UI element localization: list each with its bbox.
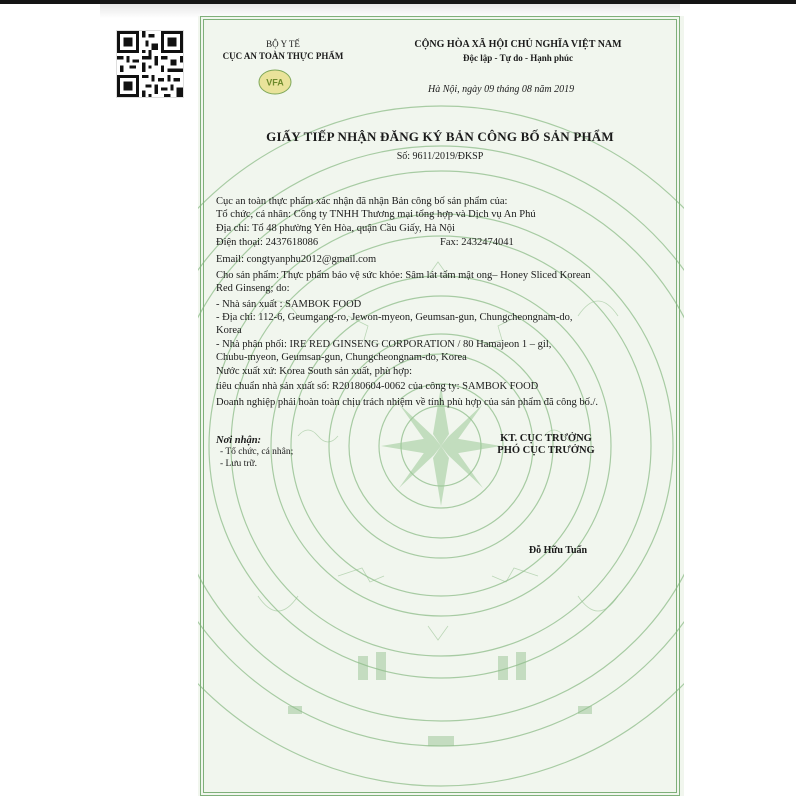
recipient-item: - Lưu trữ. [220,459,257,469]
distributor-line-1: - Nhà phân phối: IRE RED GINSENG CORPORATION / 80 Hamajeon 1 – gil, [216,339,552,350]
national-motto: Độc lập - Tự do - Hạnh phúc [462,53,573,63]
email-line: Email: congtyanphu2012@gmail.com [216,254,377,265]
intro-line: Cục an toàn thực phẩm xác nhận đã nhận Bản công bố sản phẩm của: [216,196,508,207]
organization-line: Tổ chức, cá nhân: Công ty TNHH Thương mại tổng hợp và Dịch vụ An Phú [216,209,536,220]
fax-line: Fax: 2432474041 [440,237,514,248]
document-number: Số: 9611/2019/ĐKSP [396,151,484,162]
document-title: GIẤY TIẾP NHẬN ĐĂNG KÝ BẢN CÔNG BỐ SẢN PHẨM [266,129,614,144]
place-date: Hà Nội, ngày 09 tháng 08 năm 2019 [428,84,575,95]
recipient-item: - Tổ chức, cá nhân; [220,447,294,457]
signer-role-1: KT. CỤC TRƯỞNG [500,433,592,444]
department-name: CỤC AN TOÀN THỰC PHẨM [222,51,344,61]
svg-text:VFA: VFA [266,77,284,88]
recipients-heading: Nơi nhận: [216,435,262,446]
responsibility-line: Doanh nghiệp phải hoàn toàn chịu trách nhiệm về tính phù hợp của sản phẩm đã công bố./. [216,397,598,408]
standard-line: tiêu chuẩn nhà sản xuất số: R20180604-0062 của công ty: SAMBOK FOOD [216,381,539,392]
phone-line: Điện thoại: 2437618086 [216,237,319,248]
signer-name: Đỗ Hữu Tuấn [528,545,588,556]
certificate-document [198,16,684,796]
country-name: CỘNG HÒA XÃ HỘI CHỦ NGHĨA VIỆT NAM [414,39,622,50]
manufacturer-address-line-1: - Địa chỉ: 112-6, Geumgang-ro, Jewon-myeon, Geumsan-gun, Chungcheongnam-do, [216,312,573,323]
origin-line: Nước xuất xứ: Korea South sản xuất, phù hợp: [216,366,412,377]
vfa-logo [258,68,292,96]
ministry-name: BỘ Y TẾ [266,39,300,49]
manufacturer-address-line-2: Korea [216,325,242,336]
qr-code [116,30,184,98]
distributor-line-2: Chubu-myeon, Geumsan-gun, Chungcheongnam-do, Korea [216,352,467,363]
address-line: Địa chỉ: Tổ 48 phường Yên Hòa, quận Cầu Giấy, Hà Nội [216,223,455,234]
product-line-1: Cho sản phẩm: Thực phẩm bảo vệ sức khỏe: Sâm lát tẩm mật ong– Honey Sliced Korean [216,270,591,281]
product-line-2: Red Ginseng; do: [216,283,290,294]
signer-role-2: PHÓ CỤC TRƯỞNG [497,445,595,456]
manufacturer-line: - Nhà sản xuất : SAMBOK FOOD [216,299,362,310]
